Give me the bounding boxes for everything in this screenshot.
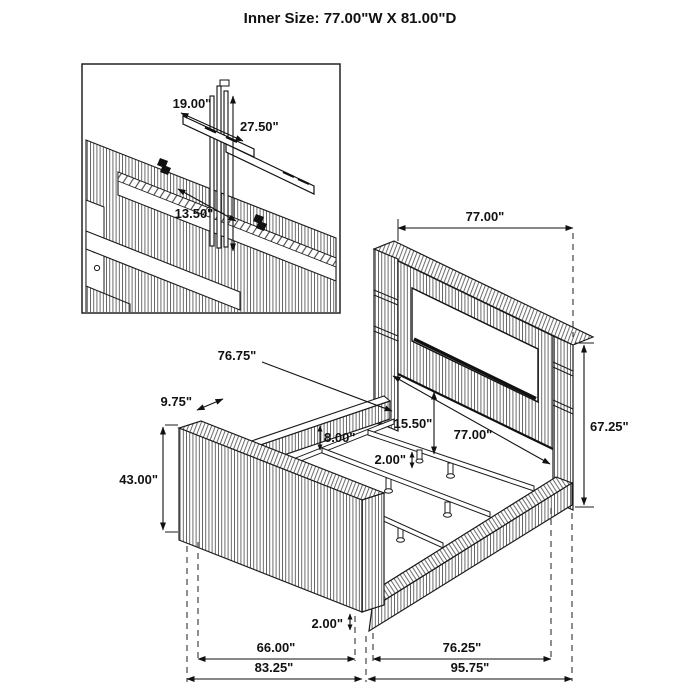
side-rail-right	[356, 477, 572, 631]
dim-footboard-span-label: 83.25"	[254, 660, 294, 675]
bracket-bar	[224, 91, 228, 247]
dim-headboard-height	[584, 345, 629, 505]
tv-mount-bracket	[210, 80, 229, 248]
dim-rail-length-label: 76.75"	[217, 348, 257, 363]
dim-footboard-depth-arrow	[197, 399, 223, 410]
dim-rail-span-label: 76.25"	[442, 640, 482, 655]
dim-rail-length	[218, 348, 392, 411]
dim-slat-span-label: 66.00"	[256, 640, 296, 655]
dim-slat-span	[198, 640, 355, 659]
dim-inner-width-label: 77.00"	[453, 427, 493, 442]
dim-bracket-height-label: 27.50"	[240, 119, 279, 134]
dim-rail-span	[373, 640, 551, 659]
dim-rail-lip-label: 2.00"	[374, 452, 406, 467]
detail-inset	[82, 64, 340, 313]
dim-footboard-span	[187, 660, 362, 679]
dim-overall-depth-label: 95.75"	[450, 660, 490, 675]
dim-footboard-depth-label: 9.75"	[160, 394, 192, 409]
footboard-end-face	[362, 493, 384, 612]
dim-headboard-width	[398, 209, 573, 228]
dim-rail-height-label: 8.00"	[324, 430, 356, 445]
bracket-bar	[210, 96, 214, 246]
leg-glyph-foot	[416, 459, 423, 463]
bracket-bar	[217, 86, 221, 248]
dim-rail-lip	[375, 450, 423, 468]
page-title: Inner Size: 77.00"W X 81.00"D	[243, 10, 457, 27]
support-leg	[447, 463, 455, 478]
dim-base-gap-label: 2.00"	[311, 616, 343, 631]
dim-headboard-clearance-label: 15.50"	[393, 416, 433, 431]
dim-rail-length-leader	[262, 362, 392, 411]
dim-footboard-height	[119, 427, 163, 530]
dim-bar-length-label: 19.00"	[172, 96, 212, 111]
dim-footboard-depth	[161, 394, 223, 410]
side-rail-right-top	[356, 477, 572, 608]
dim-footboard-height-label: 43.00"	[119, 472, 158, 487]
bracket-hook	[220, 80, 229, 86]
dim-headboard-width-label: 77.00"	[465, 209, 505, 224]
dim-overall-depth	[368, 660, 572, 679]
dim-base-gap	[312, 614, 350, 631]
support-leg	[385, 478, 393, 493]
dim-lower-offset-label: 13.50"	[174, 206, 214, 221]
support-leg	[444, 502, 452, 517]
dim-headboard-height-label: 67.25"	[590, 419, 629, 434]
